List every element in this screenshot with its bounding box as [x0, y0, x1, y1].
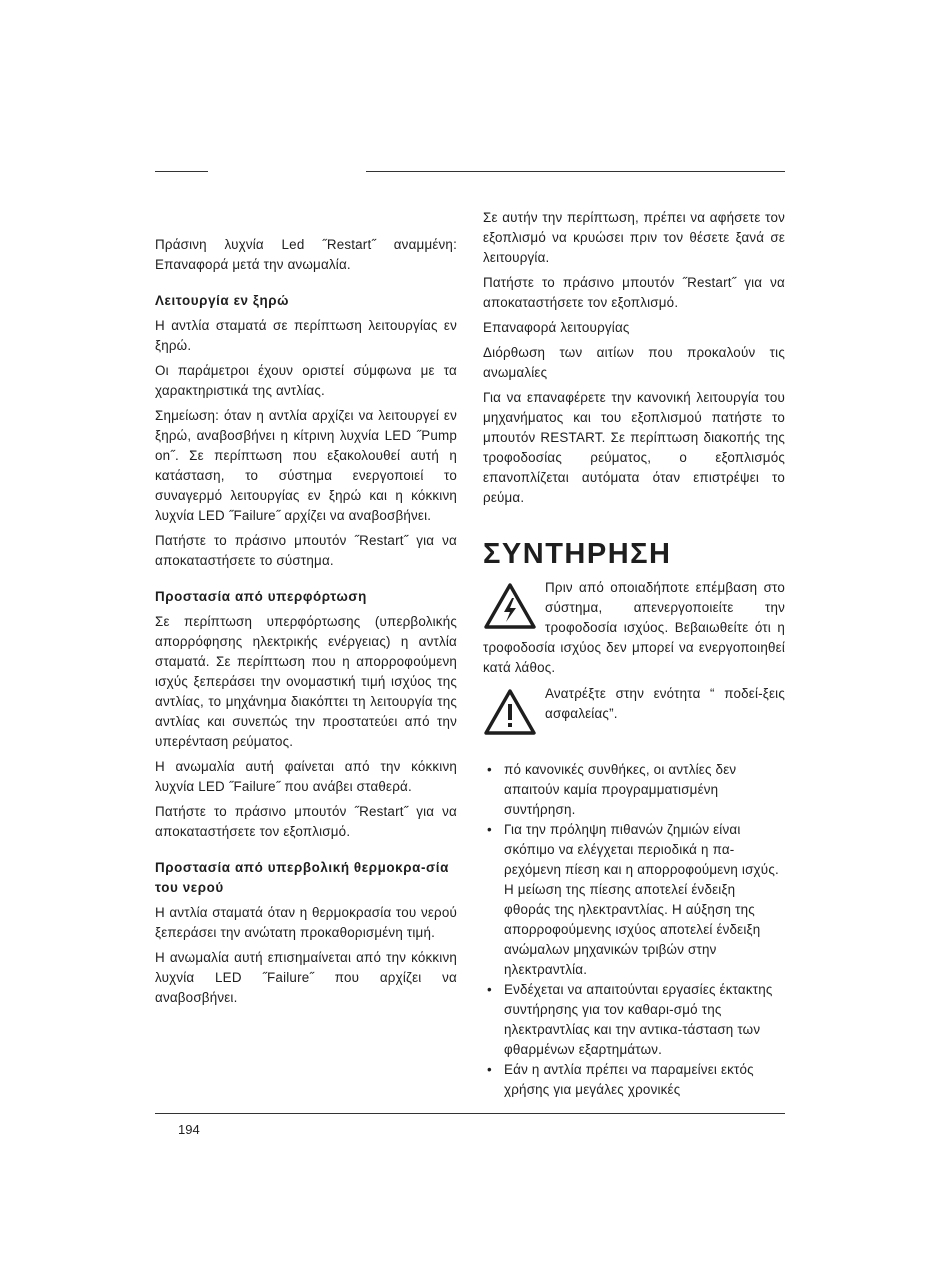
left-column	[155, 235, 457, 1013]
footer-rule	[155, 1113, 785, 1114]
list-item: • Για την πρόληψη πιθανών ζημιών είναι σκόπιμο να ελέγχεται περιοδικά η πα-ρεχόμενη πίεση και η απορροφούμενη ισχύς. Η μείωση της πίεσης αποτελεί ένδειξη φθοράς της ηλεκτραντλίας. Η αύξηση της απορροφούμενης ισχύος αποτελεί ένδειξη ανώμαλων μηχανικών τριβών στην ηλεκτραντλία.	[487, 822, 779, 977]
paragraph: Πατήστε το πράσινο μπουτόν ˝Restart˝ για να αποκαταστήσετε το σύστημα.	[155, 533, 457, 568]
warning-text: Πριν από οποιαδήποτε επέμβαση στο σύστημα, απενεργοποιείτε την τροφοδοσία ισχύος. Βεβαιωθείτε ότι η τροφοδοσία ισχύος δεν μπορεί να ενεργοποιηθεί κατά λάθος.	[483, 580, 785, 675]
right-column	[483, 208, 785, 1100]
maintenance-list	[483, 760, 785, 1100]
list-item: • Εάν η αντλία πρέπει να παραμείνει εκτός χρήσης για μεγάλες χρονικές	[487, 1062, 754, 1097]
list-item: • Ενδέχεται να απαιτούνται εργασίες έκτακτης συντήρησης για τον καθαρι-σμό της ηλεκτραντλίας και την αντικα-τάσταση των φθαρμένων εξαρτημάτων.	[487, 982, 773, 1057]
warning-block-general	[483, 684, 785, 738]
paragraph: Οι παράμετροι έχουν οριστεί σύμφωνα με τα χαρακτηριστικά της αντλίας.	[155, 363, 457, 398]
paragraph: Για να επαναφέρετε την κανονική λειτουργία του μηχανήματος και του εξοπλισμού πατήστε το μπουτόν RESTART. Σε περίπτωση διακοπής της τροφοδοσίας ρεύματος, ο εξοπλισμός επανοπλίζεται αυτόματα όταν επιστρέψει το ρεύμα.	[483, 390, 785, 505]
paragraph: Πατήστε το πράσινο μπουτόν ˝Restart˝ για να αποκαταστήσετε τον εξοπλισμό.	[483, 275, 785, 310]
header-rule-short	[155, 171, 208, 172]
paragraph: Επαναφορά λειτουργίας	[483, 320, 630, 335]
section-heading-overtemperature: Προστασία από υπερβολική θερμοκρα-σία του νερού	[155, 860, 449, 895]
warning-block-electric	[483, 578, 785, 678]
section-heading-dry-run: Λειτουργία εν ξηρώ	[155, 293, 290, 308]
page-number: 194	[178, 1122, 200, 1137]
maintenance-heading: ΣΥΝΤΗΡΗΣΗ	[483, 538, 672, 570]
paragraph: Σε περίπτωση υπερφόρτωσης (υπερβολικής απορρόφησης ηλεκτρικής ενέργειας) η αντλία σταματά. Σε περίπτωση που η απορροφούμενη ισχύς ξεπεράσει την ονομαστική τιμή ισχύος της αντλίας, το μηχάνημα διακόπτει τη λειτουργία της αντλίας και συνεπώς την προστατεύει από την υπερένταση ρεύματος.	[155, 614, 457, 749]
list-item: • πό κανονικές συνθήκες, οι αντλίες δεν απαιτούν καμία προγραμματισμένη συντήρηση.	[487, 762, 737, 817]
paragraph: Σε αυτήν την περίπτωση, πρέπει να αφήσετε τον εξοπλισμό να κρυώσει πριν τον θέσετε ξανά σε λειτουργία.	[483, 210, 785, 265]
paragraph: Διόρθωση των αιτίων που προκαλούν τις ανωμαλίες	[483, 345, 785, 380]
paragraph: Η ανωμαλία αυτή φαίνεται από την κόκκινη λυχνία LED ˝Failure˝ που ανάβει σταθερά.	[155, 759, 457, 794]
header-rule-long	[366, 171, 785, 172]
paragraph: Η ανωμαλία αυτή επισημαίνεται από την κόκκινη λυχνία LED ˝Failure˝ που αρχίζει να αναβοσβήνει.	[155, 950, 457, 1005]
warning-text: Ανατρέξτε στην ενότητα “ ποδεί-ξεις ασφαλείας”.	[545, 686, 785, 721]
section-heading-overload: Προστασία από υπερφόρτωση	[155, 589, 367, 604]
electric-hazard-icon	[483, 582, 539, 632]
paragraph: Σημείωση: όταν η αντλία αρχίζει να λειτουργεί εν ξηρώ, αναβοσβήνει η κίτρινη λυχνία LED ˝Pump on˝. Σε περίπτωση που εξακολουθεί αυτή η κατάσταση, το σύστημα ενεργοποιεί το συναγερμό λειτουργίας εν ξηρώ και η κόκκινη λυχνία LED ˝Failure˝ αρχίζει να αναβοσβήνει.	[155, 408, 457, 523]
paragraph: Πράσινη λυχνία Led ˝Restart˝ αναμμένη: Επαναφορά μετά την ανωμαλία.	[155, 237, 457, 272]
paragraph: Πατήστε το πράσινο μπουτόν ˝Restart˝ για να αποκαταστήσετε τον εξοπλισμό.	[155, 804, 457, 839]
paragraph: Η αντλία σταματά όταν η θερμοκρασία του νερού ξεπεράσει την ανώτατη προκαθορισμένη τιμή.	[155, 905, 457, 940]
warning-icon	[483, 688, 539, 738]
paragraph: Η αντλία σταματά σε περίπτωση λειτουργίας εν ξηρώ.	[155, 318, 457, 353]
